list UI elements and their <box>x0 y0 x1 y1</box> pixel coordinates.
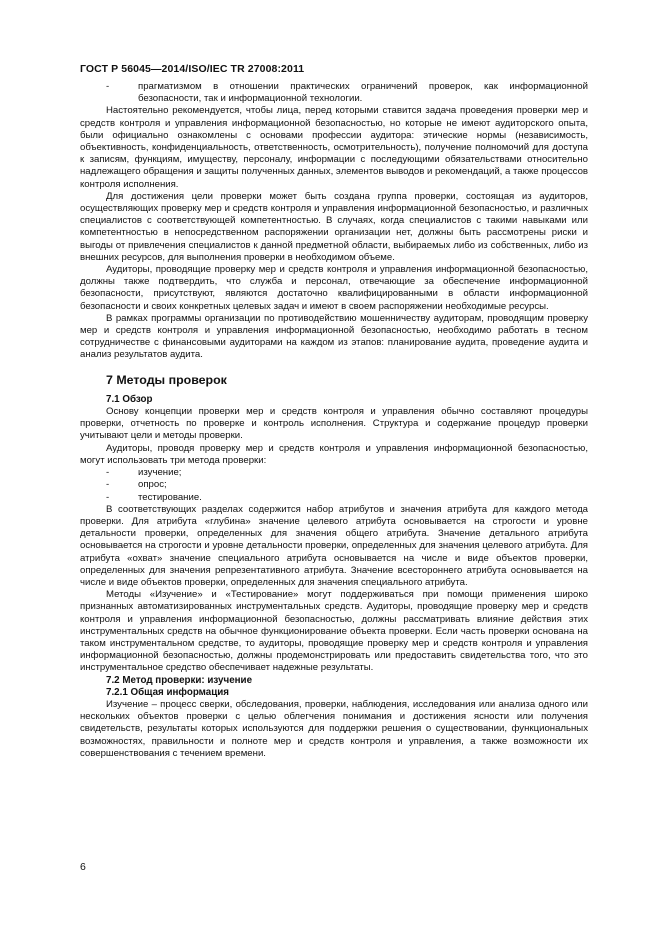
paragraph: Для достижения цели проверки может быть создана группа проверки, состоящая из аудиторов, осуществляющих проверку мер и средств контроля и управления информационной безопасностью, и различных специалистов с соответствующей компетентностью. В случаях, когда специалистов с такими навыками или компетентностью в непосредственном распоряжении организации нет, должны быть рассмотрены риски и выгоды от привлечения специалистов к данной предметной области, выбираемых либо из собственных, либо из внешних ресурсов, для выполнения проверки в необходимом объеме. <box>80 190 588 263</box>
paragraph: В соответствующих разделах содержится набор атрибутов и значения атрибута для каждого метода проверки. Для атрибута «глубина» значение целевого атрибута основывается на строгости и уровне детальности проверки, определенных для значения общего атрибута. Значение детального атрибута основывается на строгости и уровне детальности проверки, определенных для значения целевого атрибута. Для атрибута «охват» значение специального атрибута основывается на числе и виде объектов проверки, определенных для значения репрезентативного атрибута. Значение всестороннего атрибута основывается на числе и виде объектов проверки, определенных для значения специального атрибута. <box>80 503 588 588</box>
subsection-heading: 7.2 Метод проверки: изучение <box>106 674 253 686</box>
list-item <box>80 492 588 504</box>
document-header: ГОСТ Р 56045—2014/ISO/IEC TR 27008:2011 <box>80 63 305 75</box>
subsection-heading: 7.1 Обзор <box>106 393 153 405</box>
subsubsection-heading: 7.2.1 Общая информация <box>106 686 230 698</box>
bullet-dash: - <box>106 81 110 92</box>
paragraph: Основу концепции проверки мер и средств контроля и управления обычно составляют процедуры проверки, отчетность по проверке и контроль исполнения. Структура и содержание процедур проверки учитывают цели и методы проверки. <box>80 406 588 442</box>
list-item-text: тестирование. <box>138 491 202 503</box>
paragraph: В рамках программы организации по противодействию мошенничеству аудиторам, проводящим проверку мер и средств контроля и управления информационной безопасностью, необходимо работать в тесном сотрудничестве с финансовыми аудиторами на каждом из этапов: планирование аудита, проведение аудита и анализ результатов аудита. <box>80 312 588 361</box>
bullet-dash: - <box>106 491 110 503</box>
bullet-item <box>80 81 588 105</box>
paragraph: Аудиторы, проводящие проверку мер и средств контроля и управления информационной безопасностью, должны также подтвердить, что служба и персонал, отвечающие за обеспечение информационной безопасности, присутствуют, являются достаточно квалифицированными в области информационной безопасности и своих конкретных целевых задач и имеют в своем распоряжении необходимые ресурсы. <box>80 264 588 312</box>
list-item <box>80 479 588 491</box>
page-number: 6 <box>80 861 86 873</box>
section-heading: 7 Методы проверок <box>106 372 227 387</box>
bullet-dash: - <box>106 467 110 479</box>
paragraph: Изучение – процесс сверки, обследования, проверки, наблюдения, исследования или анализа одного или нескольких объектов проверки с целью облегчения понимания и достижения ясности или получения свидетельств, результаты которых используются для поддержки решения о существовании, функциональных возможностях, правильности и полноте мер и средств контроля и управления, а также возможности их совершенствования с течением времени. <box>80 698 588 759</box>
document-body <box>80 81 588 760</box>
list-item-text: опрос; <box>138 479 167 491</box>
paragraph: Методы «Изучение» и «Тестирование» могут поддерживаться при помощи применения широко признанных автоматизированных инструментальных средств. Аудиторы, проводящие проверку мер и средств контроля и управления информационной безопасностью, должны рассматривать влияние действия этих инструментальных средств на обычное функционирование объекта проверки. Если часть проверки основана на таком инструментальном средстве, то аудиторы, проводящие проверку мер и средств контроля и управления информационной безопасностью, должны продемонстрировать или предоставить свидетельства того, что это инструментальное средство обеспечивает надежные результаты. <box>80 589 588 674</box>
list-item-text: изучение; <box>138 467 182 479</box>
paragraph: Аудиторы, проводя проверку мер и средств контроля и управления информационной безопасностью, могут использовать три метода проверки: <box>80 442 588 466</box>
paragraph: Настоятельно рекомендуется, чтобы лица, перед которыми ставится задача проведения проверки мер и средств контроля и управления информационной безопасностью, но которые не имеют аудиторского опыта, были официально ознакомлены с основами профессии аудитора: этические нормы (независимость, объективность, конфиденциальность, ответственность, осмотрительность), получение полномочий для доступа к записям, функциям, имуществу, персоналу, информации с последующими обязательствами относительно надлежащего обращения и защиты полученных данных, элементов выводов и рекомендаций, а также процессов контроля исполнения. <box>80 105 588 190</box>
bullet-dash: - <box>106 479 110 491</box>
bullet-text: прагматизмом в отношении практических ограничений проверок, как информационной безопасности, так и информационной технологии. <box>138 81 588 105</box>
list-item <box>80 467 588 479</box>
